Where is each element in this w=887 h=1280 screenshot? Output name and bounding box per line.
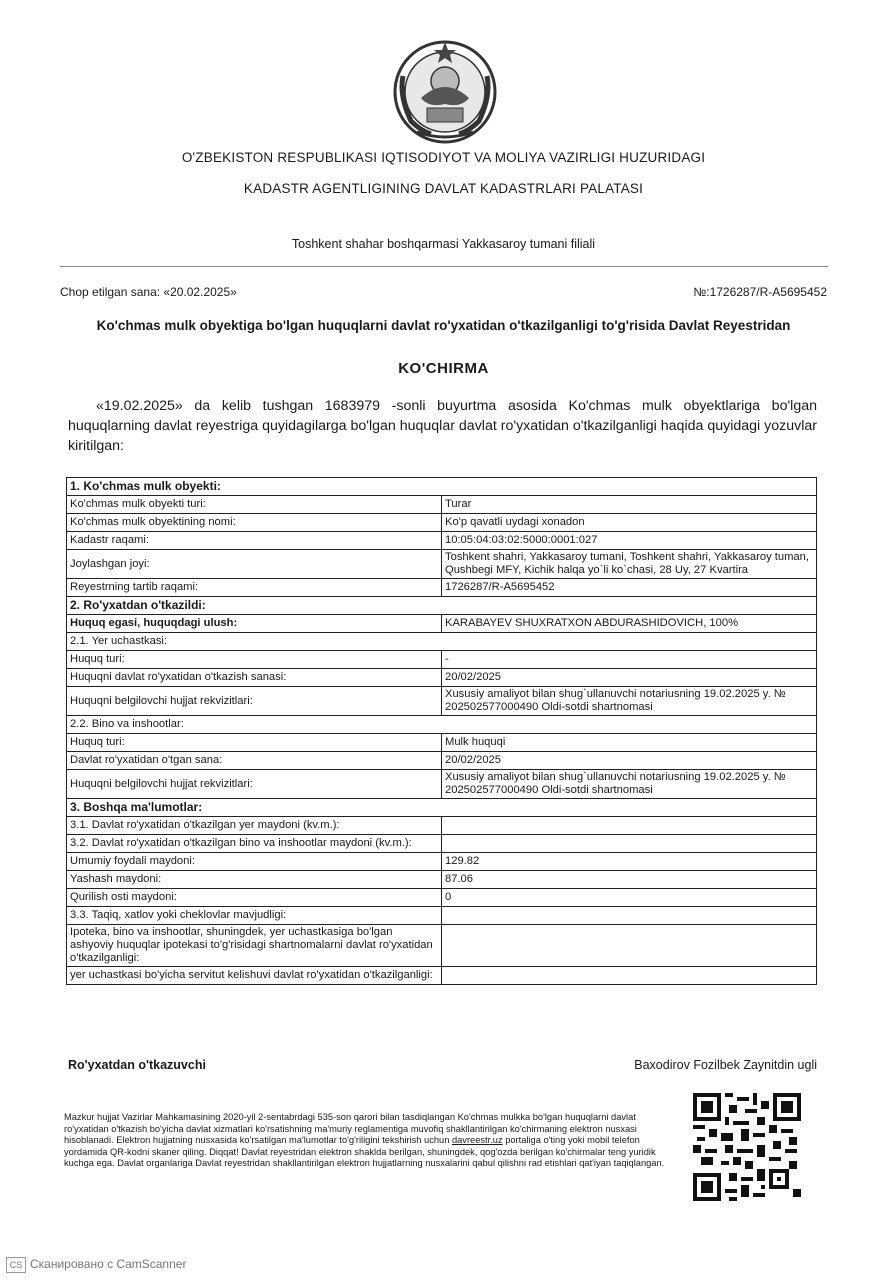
row-label: Umumiy foydali maydoni: <box>67 853 442 871</box>
row-label: 3.2. Davlat ro'yxatidan o'tkazilgan bino va inshootlar maydoni (kv.m.): <box>67 835 442 853</box>
section-row <box>67 633 817 651</box>
row-label: yer uchastkasi bo'yicha servitut kelishuvi davlat ro'yxatidan o'tkazilganligi: <box>67 967 442 985</box>
camscanner-logo-icon: CS <box>6 1257 26 1273</box>
table-row <box>67 925 817 967</box>
row-value <box>442 967 817 985</box>
intro-paragraph: «19.02.2025» da kelib tushgan 1683979 -sonli buyurtma asosida Ko'chmas mulk obyektlariga bo'lgan huquqlarning davlat reyestriga quyidagilarga bo'lgan huquqlar davlat ro'yxatidan o'tkazilganligi haqida quyidagi yozuvlar kiritilgan: <box>68 398 817 454</box>
document-title: Ko'chmas mulk obyektiga bo'lgan huquqlarni davlat ro'yxatidan o'tkazilganligi to'g'risida Davlat Reyestridan <box>96 318 791 333</box>
row-value: Mulk huquqi <box>442 734 817 752</box>
table-row <box>67 889 817 907</box>
scanner-watermark <box>6 1257 186 1273</box>
section-row <box>67 799 817 817</box>
row-value: - <box>442 651 817 669</box>
row-label: Yashash maydoni: <box>67 871 442 889</box>
row-value <box>442 907 817 925</box>
row-label: Ko'chmas mulk obyekti turi: <box>67 496 442 514</box>
row-value: KARABAYEV SHUXRATXON ABDURASHIDOVICH, 100% <box>442 615 817 633</box>
section-heading: 3. Boshqa ma'lumotlar: <box>67 799 817 817</box>
row-value <box>442 925 817 967</box>
row-label: Huquqni davlat ro'yxatidan o'tkazish sanasi: <box>67 669 442 687</box>
table-row <box>67 835 817 853</box>
table-row <box>67 514 817 532</box>
table-row <box>67 734 817 752</box>
footer-notice <box>64 1112 674 1170</box>
header-branch: Toshkent shahar boshqarmasi Yakkasaroy tumani filiali <box>291 237 596 251</box>
subsection-heading: 2.2. Bino va inshootlar: <box>67 716 817 734</box>
row-value: Toshkent shahri, Yakkasaroy tumani, Toshkent shahri, Yakkasaroy tuman, Qushbegi MFY, Kichik halqa yo`li ko`chasi, 28 Uy, 27 Kvartira <box>442 550 817 579</box>
qr-code-icon[interactable] <box>693 1092 801 1202</box>
divider <box>60 266 828 267</box>
row-label: 3.3. Taqiq, xatlov yoki cheklovlar mavjudligi: <box>67 907 442 925</box>
row-label: Huquq egasi, huquqdagi ulush: <box>67 615 442 633</box>
section-heading: 2. Ro'yxatdan o'tkazildi: <box>67 597 817 615</box>
row-value: Turar <box>442 496 817 514</box>
row-value: 0 <box>442 889 817 907</box>
registry-link[interactable]: davreestr.uz <box>451 1135 503 1146</box>
row-label: Ipoteka, bino va inshootlar, shuningdek, yer uchastkasiga bo'lgan ashyoviy huquqlar ipotekasi to'g'risidagi shartnomalarni davlat ro'yxatidan o'tkazilganligi: <box>67 925 442 967</box>
table-row <box>67 817 817 835</box>
table-row <box>67 669 817 687</box>
register-table <box>66 477 817 985</box>
document-subtitle: KO'CHIRMA <box>398 360 489 377</box>
row-value: 20/02/2025 <box>442 752 817 770</box>
row-value: 1726287/R-A5695452 <box>442 579 817 597</box>
table-row <box>67 853 817 871</box>
footer-text-2: portaliga o'ting yoki mobil telefon yordamida QR-kodni skaner qiling. Diqqat! Davlat reyestridan elektron shaklda berilgan, shuningdek, qog'ozda berilgan ko'chirmalar teng yuridik kuchga ega. Davlat organlariga Davlat reyestridan shakllantirilgan elektron hujjatlarning nusxalarini qabul qilishni rad etishlari qat'iyan taqiqlangan. <box>64 1135 665 1169</box>
footer-text-1: Mazkur hujjat Vazirlar Mahkamasining 2020-yil 2-sentabrdagi 535-son qarori bilan tasdiqlangan Ko'chmas mulkka bo'lgan huquqlarni davlat ro'yxatidan o'tkazish bo'yicha davlat xizmatlari ko'rsatishning ma'muriy reglamentiga muvofiq shakllantirilgan ko'chirmaning elektron nusxasi hisoblanadi. Elektron hujjatning nusxasida ko'rsatilgan ma'lumotlar to'g'riligini tekshirish uchun <box>64 1112 637 1146</box>
row-label: Qurilish osti maydoni: <box>67 889 442 907</box>
row-label: Ko'chmas mulk obyektining nomi: <box>67 514 442 532</box>
scanner-watermark-text: Сканировано с CamScanner <box>30 1257 187 1272</box>
table-row <box>67 550 817 579</box>
table-row <box>67 496 817 514</box>
section-heading: 1. Ko'chmas mulk obyekti: <box>67 478 817 496</box>
row-label: Huquq turi: <box>67 651 442 669</box>
row-label: Joylashgan joyi: <box>67 550 442 579</box>
table-row <box>67 615 817 633</box>
row-value <box>442 835 817 853</box>
table-row <box>67 532 817 550</box>
row-label: Huquqni belgilovchi hujjat rekvizitlari: <box>67 770 442 799</box>
header-chamber: KADASTR AGENTLIGINING DAVLAT KADASTRLARI PALATASI <box>243 181 644 196</box>
table-row <box>67 651 817 669</box>
section-row <box>67 597 817 615</box>
row-value: Ko'p qavatli uydagi xonadon <box>442 514 817 532</box>
row-label: Reyestrning tartib raqami: <box>67 579 442 597</box>
document-number: №:1726287/R-A5695452 <box>693 285 827 299</box>
registrar-label: Ro'yxatdan o'tkazuvchi <box>68 1058 206 1072</box>
row-value: 10:05:04:03:02:5000:0001:027 <box>442 532 817 550</box>
row-label: Kadastr raqami: <box>67 532 442 550</box>
registrar-name: Baxodirov Fozilbek Zaynitdin ugli <box>634 1058 817 1072</box>
print-date: Chop etilgan sana: «20.02.2025» <box>60 285 237 299</box>
row-label: Davlat ro'yxatidan o'tgan sana: <box>67 752 442 770</box>
row-value: 129.82 <box>442 853 817 871</box>
row-value <box>442 817 817 835</box>
row-value: 20/02/2025 <box>442 669 817 687</box>
table-row <box>67 770 817 799</box>
table-row <box>67 907 817 925</box>
row-label: 3.1. Davlat ro'yxatidan o'tkazilgan yer maydoni (kv.m.): <box>67 817 442 835</box>
row-value: Xususiy amaliyot bilan shug`ullanuvchi notariusning 19.02.2025 y. № 202502577000490 Oldi-sotdi shartnomasi <box>442 770 817 799</box>
row-value: Xususiy amaliyot bilan shug`ullanuvchi notariusning 19.02.2025 y. № 202502577000490 Oldi-sotdi shartnomasi <box>442 687 817 716</box>
section-row <box>67 478 817 496</box>
table-row <box>67 967 817 985</box>
state-emblem-icon <box>391 36 499 146</box>
header-ministry: O'ZBEKISTON RESPUBLIKASI IQTISODIYOT VA MOLIYA VAZIRLIGI HUZURIDAGI <box>181 150 706 165</box>
table-row <box>67 871 817 889</box>
row-value: 87.06 <box>442 871 817 889</box>
table-row <box>67 687 817 716</box>
table-row <box>67 752 817 770</box>
subsection-heading: 2.1. Yer uchastkasi: <box>67 633 817 651</box>
row-label: Huquqni belgilovchi hujjat rekvizitlari: <box>67 687 442 716</box>
section-row <box>67 716 817 734</box>
row-label: Huquq turi: <box>67 734 442 752</box>
table-row <box>67 579 817 597</box>
